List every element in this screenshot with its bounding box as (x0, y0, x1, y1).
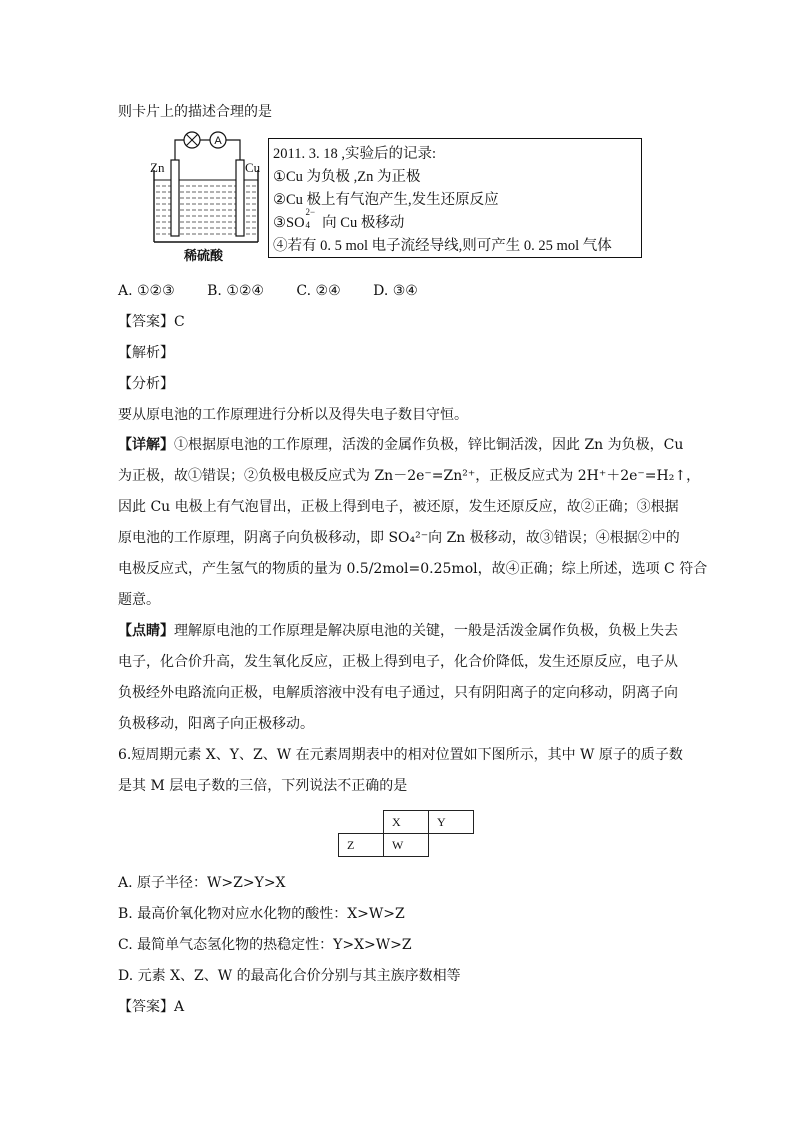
q5-answer: 【答案】C (118, 314, 185, 330)
q6-option-c[interactable]: C. 最简单气态氢化物的热稳定性：Y>X>W>Z (118, 937, 412, 953)
point-line: 理解原电池的工作原理是解决原电池的关键，一般是活泼金属作负极，负极上失去 (174, 623, 678, 639)
ammeter-icon (210, 132, 226, 148)
card-line-date: 2011. 3. 18 ,实验后的记录: (273, 146, 436, 162)
detail-line: 原电池的工作原理，阴离子向负极移动，即 SO₄²⁻向 Zn 极移动，故③错误；④根据②中的 (118, 530, 680, 546)
card-line-4: ④若有 0. 5 mol 电子流经导线,则可产生 0. 25 mol 气体 (273, 238, 612, 254)
galvanic-cell-diagram (148, 130, 264, 264)
detail-line: ①根据原电池的工作原理，活泼的金属作负极，锌比铜活泼，因此 Zn 为负极，Cu (174, 437, 684, 453)
cu-electrode (236, 160, 244, 236)
sulfate-superscript: 2− (305, 207, 316, 217)
lamp-icon (184, 132, 200, 148)
svg-text:A: A (214, 135, 222, 147)
q5-point (118, 616, 678, 740)
detail-line: 电极反应式，产生氢气的物质的量为 0.5/2mol=0.25mol，故④正确；综上所述，选项 C 符合 (118, 561, 708, 577)
q5-option-c[interactable]: C. ②④ (296, 283, 341, 299)
card-line-3-post: 向 Cu 极移动 (318, 215, 405, 231)
point-line: 负极移动，阳离子向正极移动。 (118, 716, 314, 732)
sulfate-subscript: 4 (305, 220, 311, 230)
cell-y: Y (429, 811, 474, 834)
q6-option-a[interactable]: A. 原子半径：W>Z>Y>X (118, 875, 286, 891)
detail-line: 因此 Cu 电极上有气泡冒出，正极上得到电子，被还原，发生还原反应，故②正确；③根据 (118, 499, 679, 515)
periodic-table-fragment (338, 810, 474, 857)
point-line: 负极经外电路流向正极，电解质溶液中没有电子通过，只有阴阳离子的定向移动，阴离子向 (118, 685, 678, 701)
point-line: 电子，化合价升高，发生氧化反应，正极上得到电子，化合价降低，发生还原反应，电子从 (118, 654, 678, 670)
detail-line: 题意。 (118, 592, 160, 608)
q5-options (118, 282, 446, 300)
cell-z: Z (339, 834, 384, 857)
card-line-3-pre: ③SO (273, 215, 305, 231)
q6-option-d[interactable]: D. 元素 X、Z、W 的最高化合价分别与其主族序数相等 (118, 968, 461, 984)
detail-heading: 【详解】 (118, 437, 174, 453)
q5-option-a[interactable]: A. ①②③ (118, 283, 175, 299)
detail-line: 为正极，故①错误；②负极电极反应式为 Zn－2e⁻=Zn²⁺，正极反应式为 2H⁺＋2e⁻=H₂↑， (118, 468, 701, 484)
q5-option-b[interactable]: B. ①②④ (207, 283, 264, 299)
q6-stem-line: 是其 M 层电子数的三倍，下列说法不正确的是 (118, 778, 408, 794)
zn-label: Zn (150, 160, 165, 175)
cu-label: Cu (245, 160, 261, 175)
q6-answer: 【答案】A (118, 999, 185, 1015)
point-heading: 【点睛】 (118, 623, 174, 639)
q5-detail (118, 430, 708, 616)
card-line-3 (273, 207, 405, 232)
q6-option-b[interactable]: B. 最高价氧化物对应水化物的酸性：X>W>Z (118, 906, 405, 922)
q5-option-d[interactable]: D. ③④ (373, 283, 418, 299)
q5-fenxi-heading: 【分析】 (118, 376, 174, 392)
zn-electrode (171, 160, 179, 236)
cell-x: X (384, 811, 429, 834)
solution-label: 稀硫酸 (184, 249, 224, 264)
q5-fenxi-text: 要从原电池的工作原理进行分析以及得失电子数目守恒。 (118, 407, 468, 423)
question-intro: 则卡片上的描述合理的是 (118, 104, 272, 120)
card-line-1: ①Cu 为负极 ,Zn 为正极 (273, 169, 421, 185)
cell-w: W (384, 834, 429, 857)
card-line-2: ②Cu 极上有气泡产生,发生还原反应 (273, 192, 499, 208)
q6-stem (118, 740, 683, 802)
record-card (268, 138, 642, 258)
q5-jiexi-heading: 【解析】 (118, 345, 174, 361)
q6-stem-line: 6.短周期元素 X、Y、Z、W 在元素周期表中的相对位置如下图所示，其中 W 原子的质子数 (118, 747, 683, 763)
